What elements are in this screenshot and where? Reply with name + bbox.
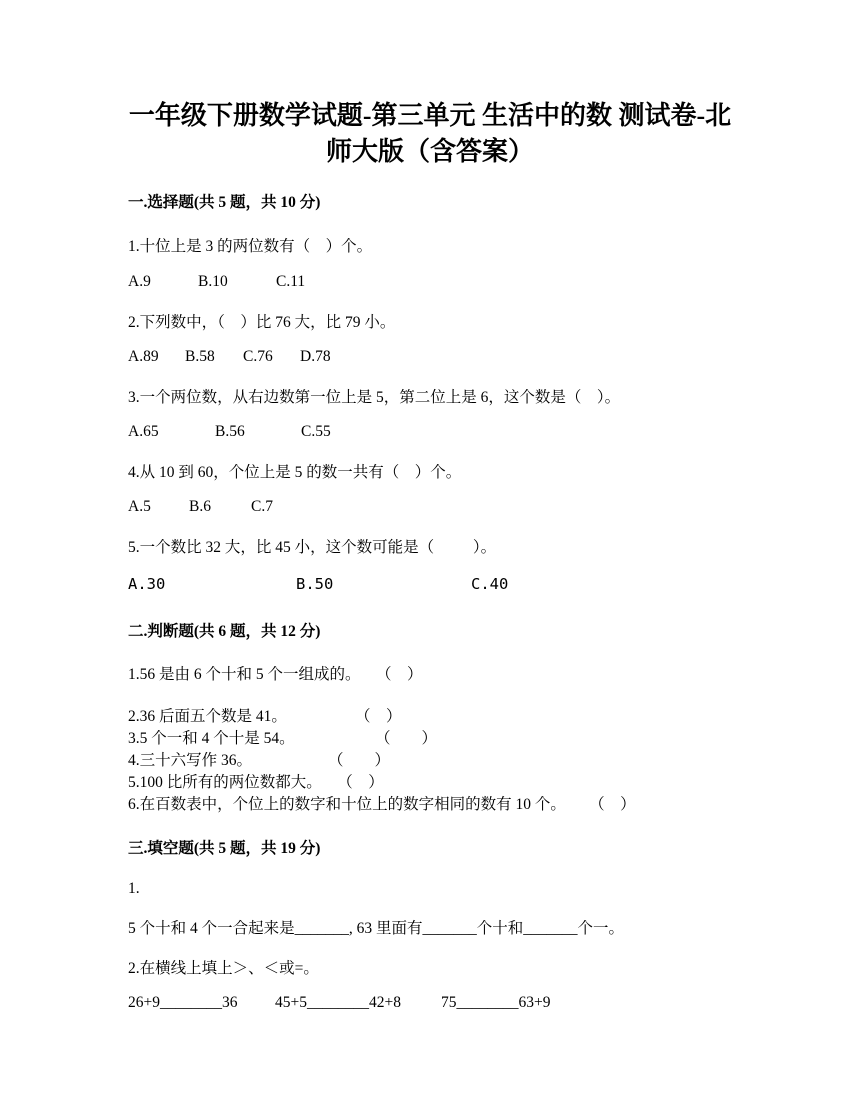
document-title: [0, 98, 860, 170]
question-4-stem: 4.从 10 到 60，个位上是 5 的数一共有（ ）个。: [128, 464, 462, 481]
title-line-2: 师大版（含答案）: [325, 137, 534, 166]
question-2-stem: 2.下列数中，（ ）比 76 大，比 79 小。: [128, 314, 396, 331]
option-c: C.11: [276, 273, 306, 290]
option-b: B.58: [185, 348, 215, 365]
comparison-item: 45+5________42+8: [275, 994, 401, 1011]
fill-question-1-text: 5 个十和 4 个一合起来是_______, 63 里面有_______个十和_______个一。: [128, 920, 625, 937]
option-c: C.76: [243, 348, 273, 365]
option-b: B.6: [189, 498, 211, 515]
question-5-stem: 5.一个数比 32 大，比 45 小，这个数可能是（ ）。: [128, 539, 497, 556]
option-b: B.50: [296, 575, 334, 593]
judgment-bracket-2: （ ）: [355, 708, 402, 725]
judgment-item-4: 4.三十六写作 36。: [128, 752, 253, 769]
fill-question-1-label: 1.: [128, 880, 140, 897]
title-line-1: 一年级下册数学试题-第三单元 生活中的数 测试卷-北: [128, 101, 732, 130]
option-b: B.10: [198, 273, 228, 290]
option-a: A.30: [128, 575, 166, 593]
judgment-bracket-3: （ ）: [375, 730, 438, 747]
option-a: A.65: [128, 423, 159, 440]
comparison-item: 75________63+9: [441, 994, 551, 1011]
judgment-item-2: 2.36 后面五个数是 41。: [128, 708, 287, 725]
option-c: C.40: [471, 575, 509, 593]
option-c: C.55: [301, 423, 331, 440]
option-d: D.78: [300, 348, 331, 365]
fill-question-2-stem: 2.在横线上填上＞、＜或=。: [128, 960, 319, 977]
question-1-stem: 1.十位上是 3 的两位数有（ ）个。: [128, 238, 373, 255]
comparison-item: 26+9________36: [128, 994, 238, 1011]
option-c: C.7: [251, 498, 273, 515]
section-2-heading: 二.判断题(共 6 题，共 12 分): [128, 623, 321, 640]
judgment-item-1: 1.56 是由 6 个十和 5 个一组成的。 （ ）: [128, 666, 423, 683]
judgment-bracket-4: （ ）: [328, 752, 391, 769]
judgment-item-3: 3.5 个一和 4 个十是 54。: [128, 730, 295, 747]
judgment-item-6: 6.在百数表中，个位上的数字和十位上的数字相同的数有 10 个。 （ ）: [128, 796, 636, 813]
option-a: A.89: [128, 348, 159, 365]
option-a: A.9: [128, 273, 151, 290]
section-1-heading: 一.选择题(共 5 题，共 10 分): [128, 194, 321, 211]
question-3-stem: 3.一个两位数，从右边数第一位上是 5，第二位上是 6，这个数是（ ）。: [128, 389, 621, 406]
option-a: A.5: [128, 498, 151, 515]
judgment-item-5: 5.100 比所有的两位数都大。 （ ）: [128, 774, 384, 791]
option-b: B.56: [215, 423, 245, 440]
section-3-heading: 三.填空题(共 5 题，共 19 分): [128, 840, 321, 857]
